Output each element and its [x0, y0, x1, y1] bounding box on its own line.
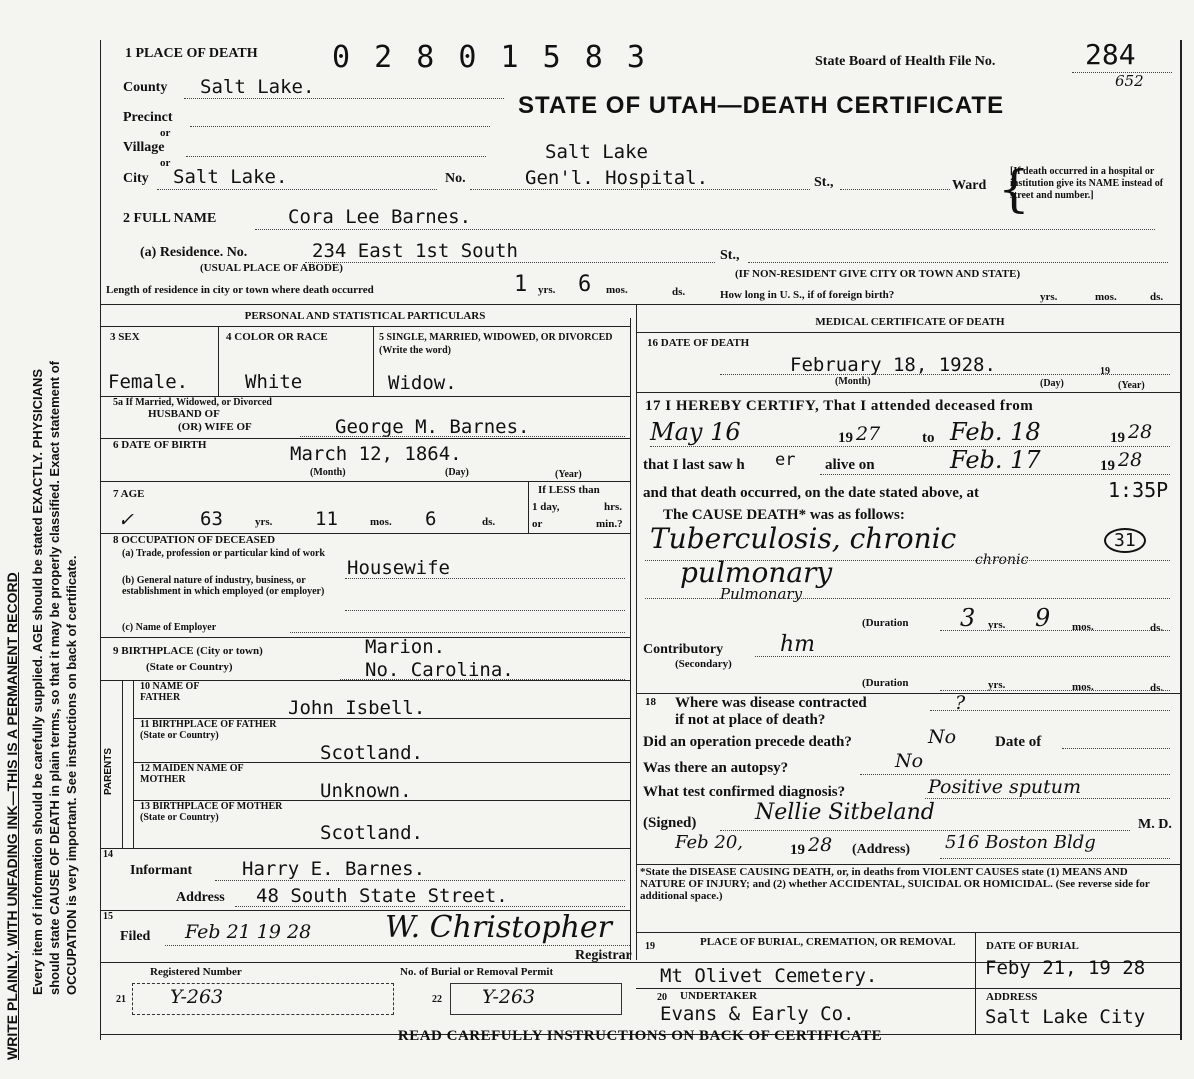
secondary-label: (Secondary) [675, 658, 732, 670]
operation-value: No [928, 726, 957, 748]
precinct-label: Precinct [123, 110, 173, 125]
personal-heading: PERSONAL AND STATISTICAL PARTICULARS [244, 310, 486, 322]
attended-to-year: 28 [1128, 421, 1153, 443]
duration2-ds: ds. [1150, 682, 1164, 694]
occupation-label: 8 OCCUPATION OF DECEASED [113, 534, 276, 546]
cause-label: The CAUSE DEATH* was as follows: [663, 507, 905, 523]
village-label: Village [123, 140, 165, 155]
medical-heading: MEDICAL CERTIFICATE OF DEATH [815, 316, 1005, 328]
dob-month-label: (Month) [310, 467, 346, 478]
place-of-death-label: 1 PLACE OF DEATH [125, 46, 258, 61]
time-of-death: 1:35P [1108, 478, 1169, 502]
registrar-signature: W. Christopher [385, 910, 613, 945]
nonresident-label: (IF NON-RESIDENT GIVE CITY OR TOWN AND STATE) [735, 268, 1021, 280]
length-label: Length of residence in city or town where death occurred [106, 284, 374, 296]
us-yrs: yrs. [1040, 291, 1058, 303]
length-years: 1 [514, 272, 528, 297]
burial-address-label: ADDRESS [986, 991, 1038, 1003]
alive-date: Feb. 17 [950, 446, 1041, 474]
physician-address-label: (Address) [852, 842, 911, 857]
date-of-death-label: 16 DATE OF DEATH [647, 337, 750, 349]
signed-19: 19 [790, 842, 805, 858]
length-mos-label: mos. [606, 284, 628, 296]
county-label: County [123, 80, 168, 95]
full-name-label: 2 FULL NAME [123, 211, 217, 226]
ward-label: Ward [952, 178, 987, 193]
informant-address: 48 South State Street. [256, 885, 508, 907]
registrar-label: Registrar [575, 948, 632, 963]
color-label: 4 COLOR OR RACE [226, 331, 328, 343]
certificate-number: 0 2 8 0 1 5 8 3 [332, 40, 648, 75]
contributory-value: hm [780, 632, 816, 657]
num-20: 20 [657, 992, 667, 1003]
dob-value: March 12, 1864. [290, 443, 462, 465]
less-label-1: If LESS than [538, 484, 600, 496]
duration2-label: (Duration [862, 677, 909, 689]
footer-instructions: READ CAREFULLY INSTRUCTIONS ON BACK OF CERTIFICATE [397, 1028, 883, 1044]
alive-label: alive on [825, 457, 875, 473]
age-label: 7 AGE [113, 488, 145, 500]
city-value: Salt Lake. [173, 166, 288, 188]
informant-value: Harry E. Barnes. [242, 858, 426, 880]
age-check: ✓ [118, 509, 134, 531]
autopsy-label: Was there an autopsy? [643, 760, 789, 776]
age-yrs-label: yrs. [255, 516, 273, 528]
duration-label: (Duration [862, 617, 909, 629]
dod-month-label: (Month) [835, 376, 871, 387]
burial-date-label: DATE OF BURIAL [986, 940, 1079, 952]
cause-pulmonary: Pulmonary [720, 585, 803, 603]
attended-from-19: 19 [838, 430, 853, 446]
us-ds: ds. [1150, 291, 1164, 303]
autopsy-value: No [895, 750, 924, 772]
father-value: John Isbell. [288, 697, 426, 719]
certify-label: 17 I HEREBY CERTIFY, That I attended deceased from [645, 398, 1034, 414]
dob-day-label: (Day) [445, 467, 469, 478]
less-label-2: 1 day, [532, 501, 560, 513]
filed-label: Filed [120, 929, 151, 944]
filed-num: 15 [103, 911, 113, 922]
father-bp-label: 11 BIRTHPLACE OF FATHER (State or Country) [140, 719, 277, 741]
birthplace-city: Marion. [365, 636, 446, 658]
length-months: 6 [578, 272, 592, 297]
age-mos-label: mos. [370, 516, 392, 528]
side-instructions-3: OCCUPATION is very important. See instructions on back of certificate. [64, 555, 79, 995]
footnote: *State the DISEASE CAUSING DEATH, or, in deaths from VIOLENT CAUSES state (1) MEANS AND NATURE OF INJURY; and (2) whether ACCIDENTAL, SUICIDAL OR HOMICIDAL. (See reverse side for additional space.) [640, 866, 1150, 902]
q18-num: 18 [645, 696, 656, 708]
color-value: White [245, 371, 303, 393]
burial-date-value: Feby 21, 19 28 [985, 957, 1146, 979]
test-label: What test confirmed diagnosis? [643, 784, 846, 800]
us-label: How long in U. S., if of foreign birth? [720, 289, 895, 301]
hospital-line-1: Salt Lake [545, 141, 648, 163]
marital-value: Widow. [388, 372, 457, 394]
duration-ds: ds. [1150, 622, 1164, 634]
informant-address-label: Address [176, 890, 225, 905]
parents-label: PARENTS [103, 747, 114, 795]
length-yrs-label: yrs. [538, 284, 556, 296]
physician-signature: Nellie Sitbeland [755, 800, 935, 825]
frame-left [100, 40, 101, 1040]
occupation-value: Housewife [347, 557, 450, 579]
reg-number-value: Y-263 [170, 986, 224, 1008]
spouse-label-3: (OR) WIFE OF [178, 421, 252, 433]
duration-yrs: yrs. [988, 619, 1006, 631]
num-19: 19 [645, 941, 655, 952]
age-years: 63 [200, 508, 223, 530]
date-of-death-value: February 18, 1928. [790, 354, 996, 376]
less-hrs: hrs. [604, 501, 623, 513]
duration-mos: mos. [1072, 621, 1094, 633]
age-days: 6 [425, 508, 437, 530]
father-bp-value: Scotland. [320, 742, 423, 764]
residence-st-label: St., [720, 248, 740, 263]
num-22: 22 [432, 994, 442, 1005]
cause-primary: Tuberculosis, chronic [650, 522, 957, 555]
cause-code: 31 [1104, 528, 1146, 553]
frame-right [1180, 40, 1182, 1040]
attended-to-19: 19 [1110, 430, 1125, 446]
attended-to-label: to [922, 430, 935, 446]
duration2-mos: mos. [1072, 681, 1094, 693]
file-no-label: State Board of Health File No. [815, 54, 996, 69]
mother-bp-value: Scotland. [320, 822, 423, 844]
alive-19: 19 [1100, 458, 1115, 474]
duration-years: 3 [960, 604, 976, 632]
contributory-label: Contributory [643, 642, 724, 657]
undertaker-value: Evans & Early Co. [660, 1003, 855, 1025]
certificate-title: STATE OF UTAH—DEATH CERTIFICATE [518, 92, 1005, 119]
occupation-a-label: (a) Trade, profession or particular kind of work [122, 548, 325, 559]
mother-bp-label: 13 BIRTHPLACE OF MOTHER (State or Country) [140, 801, 283, 823]
contracted-value: ? [955, 692, 966, 714]
side-instructions-2: should state CAUSE OF DEATH in plain terms, so that it may be properly classified. Exact statement of [47, 360, 62, 995]
informant-num: 14 [103, 849, 113, 860]
mother-label: 12 MAIDEN NAME OF MOTHER [140, 763, 244, 785]
num-21: 21 [116, 994, 126, 1005]
burial-place-label: PLACE OF BURIAL, CREMATION, OR REMOVAL [700, 936, 956, 948]
occurred-label: and that death occurred, on the date stated above, at [643, 485, 979, 501]
mother-value: Unknown. [320, 780, 412, 802]
physician-address: 516 Boston Bldg [945, 832, 1096, 853]
dod-year-label: (Year) [1118, 380, 1145, 391]
burial-address-value: Salt Lake City [985, 1006, 1146, 1028]
dob-label: 6 DATE OF BIRTH [113, 439, 207, 451]
no-label: No. [445, 171, 466, 186]
occupation-c-label: (c) Name of Employer [122, 622, 217, 633]
attended-to-date: Feb. 18 [950, 418, 1041, 446]
registered-number-label: Registered Number [150, 966, 242, 978]
county-value: Salt Lake. [200, 76, 315, 98]
duration-months: 9 [1035, 604, 1051, 632]
or-2: or [160, 157, 171, 169]
less-or: or [532, 518, 543, 530]
sex-value: Female. [108, 371, 189, 393]
attended-from-year: 27 [856, 423, 881, 445]
ward-note: [If death occurred in a hospital or institution give its NAME instead of street and number.] [1010, 166, 1164, 201]
permit-number-value: Y-263 [482, 986, 536, 1008]
length-ds-label: ds. [672, 286, 686, 298]
birthplace-state: No. Carolina. [365, 659, 514, 681]
attended-from-date: May 16 [650, 418, 741, 446]
column-divider [636, 304, 637, 960]
dod-day-label: (Day) [1040, 378, 1064, 389]
marital-label: 5 SINGLE, MARRIED, WIDOWED, OR DIVORCED (Write the word) [379, 332, 613, 356]
last-saw-er: er [775, 450, 796, 470]
md-label: M. D. [1138, 817, 1172, 832]
filed-date: Feb 21 19 28 [185, 921, 312, 943]
operation-label: Did an operation precede death? [643, 734, 852, 750]
spouse-label-2: HUSBAND OF [148, 408, 220, 420]
side-warning: WRITE PLAINLY, WITH UNFADING INK—THIS IS A PERMANENT RECORD [4, 572, 20, 1060]
signed-date: Feb 20, [675, 832, 744, 853]
date-of-label: Date of [995, 734, 1042, 750]
undertaker-label: UNDERTAKER [680, 990, 758, 1002]
contracted-label-2: if not at place of death? [675, 712, 826, 728]
file-no-sub: 652 [1115, 72, 1144, 90]
signed-label: (Signed) [643, 815, 697, 831]
usual-abode-label: (USUAL PLACE OF ABODE) [200, 262, 343, 274]
dod-nineteen: 19 [1100, 366, 1110, 377]
alive-year: 28 [1118, 449, 1143, 471]
spouse-value: George M. Barnes. [335, 416, 530, 438]
city-label: City [123, 171, 149, 186]
contracted-label-1: Where was disease contracted [675, 695, 867, 711]
st-label: St., [814, 175, 834, 190]
birthplace-state-label: (State or Country) [146, 661, 233, 673]
birthplace-label: 9 BIRTHPLACE (City or town) [113, 645, 263, 657]
sex-label: 3 SEX [110, 331, 140, 343]
signed-year: 28 [808, 834, 833, 856]
residence-label: (a) Residence. No. [140, 245, 248, 260]
hospital-line-2: Gen'l. Hospital. [525, 167, 709, 189]
duration2-yrs: yrs. [988, 679, 1006, 691]
last-saw-label: that I last saw h [643, 457, 745, 473]
less-min: min.? [596, 518, 623, 530]
informant-label: Informant [130, 863, 193, 878]
test-value: Positive sputum [928, 776, 1082, 798]
age-ds-label: ds. [482, 516, 496, 528]
file-no: 284 [1085, 38, 1136, 71]
or-1: or [160, 127, 171, 139]
residence-value: 234 East 1st South [312, 240, 518, 262]
permit-number-box [450, 983, 622, 1015]
us-mos: mos. [1095, 291, 1117, 303]
occupation-b-label: (b) General nature of industry, business, or establishment in which employed (or employer) [122, 575, 325, 597]
side-instructions-1: Every item of information should be carefully supplied. AGE should be stated EXACTLY. PHYSICIANS [30, 368, 45, 995]
age-months: 11 [315, 508, 338, 530]
burial-place-value: Mt Olivet Cemetery. [660, 965, 878, 987]
full-name-value: Cora Lee Barnes. [288, 206, 472, 228]
cause-chronic-note: chronic [975, 552, 1029, 568]
burial-permit-label: No. of Burial or Removal Permit [400, 966, 554, 978]
father-label: 10 NAME OF FATHER [140, 681, 200, 703]
dob-year-label: (Year) [555, 469, 582, 480]
cause-secondary: pulmonary [680, 556, 833, 589]
spouse-label-1: 5a If Married, Widowed, or Divorced [113, 397, 272, 408]
